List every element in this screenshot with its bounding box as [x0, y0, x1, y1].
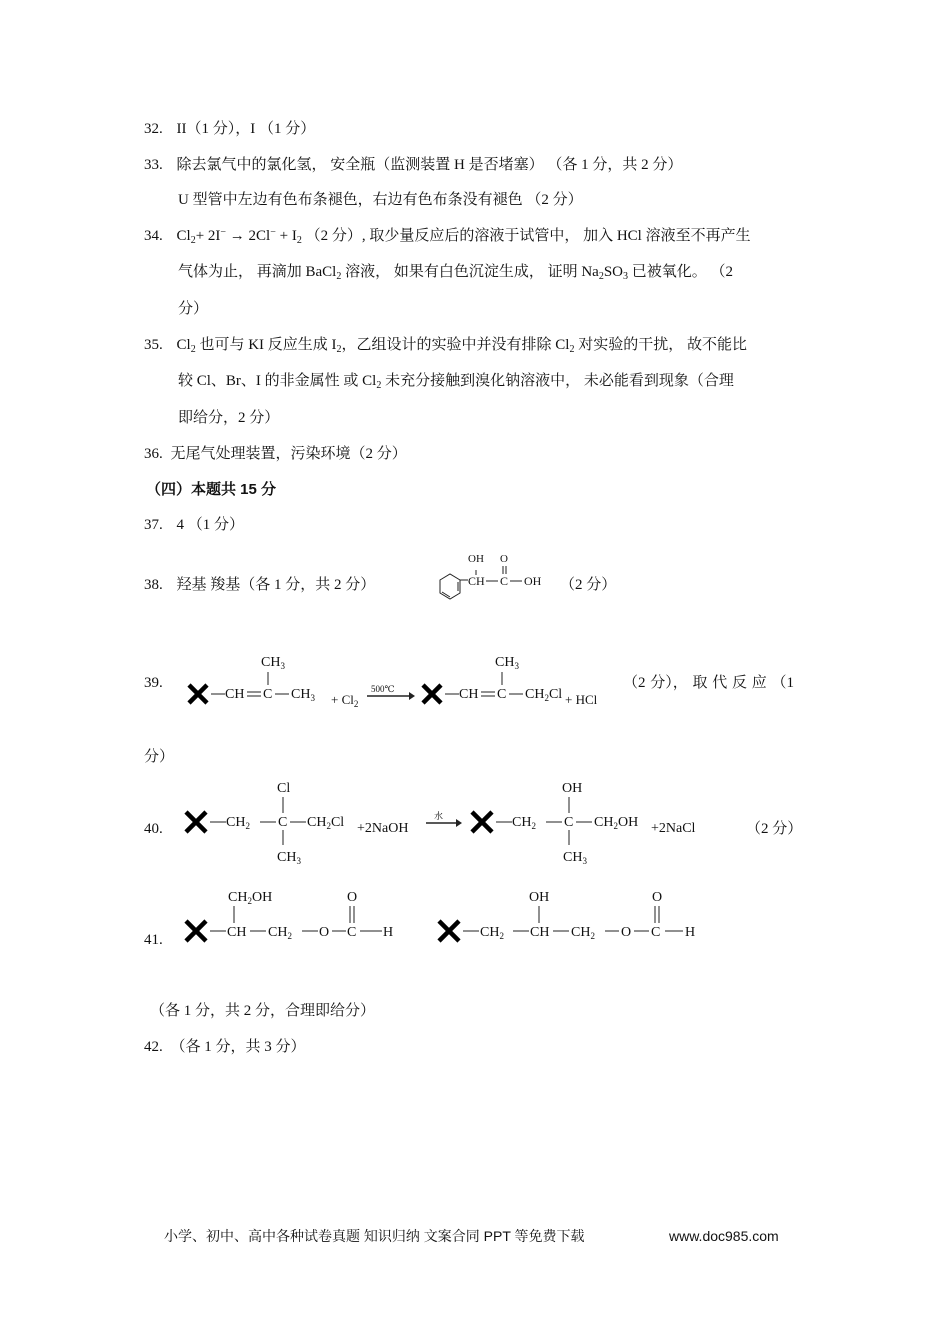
q32-answer: II（1 分），I （1 分）: [176, 121, 316, 137]
svg-text:CH2: $CH_2$: [571, 925, 595, 941]
svg-text:CH2Cl: $CH_2Cl$: [307, 815, 345, 831]
q42-number: 42.: [144, 1039, 163, 1055]
q34-answer-1: （2 分）, 取少量反应后的溶液于试管中， 加入 HCl 溶液至不再产生: [301, 228, 751, 244]
svg-text:+ HCl: + HCl: [565, 692, 598, 707]
q42-answer: （各 1 分，共 3 分）: [170, 1039, 306, 1055]
q32-number: 32.: [144, 121, 163, 137]
svg-text:CH2OH: $CH_2OH$: [594, 815, 639, 831]
q33-line2: U 型管中左边有色布条褪色，右边有色布条没有褪色 （2 分）: [178, 192, 583, 208]
svg-text:CH2OH: $CH_2OH$: [228, 890, 273, 906]
svg-text:OH: OH: [562, 781, 583, 796]
q38-answer: 羟基 羧基（各 1 分，共 2 分）: [176, 577, 376, 593]
svg-text:+2NaCl: +2NaCl: [651, 821, 696, 836]
svg-text:O: O: [621, 925, 632, 940]
q34-line2: 气体为止， 再滴加 BaCl$_2$ 溶液， 如果有白色沉淀生成， 证明 $Na_2SO_3$ 已被氧化。 （2: [178, 264, 734, 282]
svg-text:CH: CH: [459, 687, 479, 702]
svg-text:CH2: $CH_2$: [480, 925, 504, 941]
q37-line: [144, 515, 244, 535]
svg-text:CH3: $CH_3$: [261, 655, 285, 671]
q40-score: （2 分）: [746, 821, 803, 837]
q33-answer-1: 除去氯气中的氯化氢， 安全瓶（监测装置 H 是否堵塞） （各 1 分，共 2 分）: [176, 157, 683, 173]
svg-text:C: C: [278, 815, 288, 830]
q37-number: 37.: [144, 517, 163, 533]
q32-line: [144, 119, 315, 139]
q42-line: [144, 1037, 306, 1057]
svg-text:CH: CH: [225, 687, 245, 702]
svg-text:CH2Cl: $CH_2Cl$: [525, 687, 563, 703]
q35-line1: 35. $Cl_2$ 也可与 KI 反应生成 $I_2$，乙组设计的实验中并没有排除 $Cl_2$ 对实验的干扰， 故不能比: [144, 337, 747, 355]
q36-line: [144, 444, 407, 464]
q34-equation: $Cl_2+ 2I^- \to 2Cl^- + I_2$: [176, 227, 302, 246]
q36-number: 36.: [144, 446, 163, 462]
ooh-label: OH: [524, 574, 542, 588]
q38-score: （2 分）: [560, 577, 617, 593]
q36-answer: 无尾气处理装置，污染环境（2 分）: [170, 446, 407, 462]
q41-structure-a: [180, 884, 410, 954]
footer-text: 小学、初中、高中各种试卷真题 知识归纳 文案合同 PPT 等免费下载: [164, 1228, 585, 1244]
svg-text:CH3: $CH_3$: [563, 850, 587, 866]
mandelic-acid-structure: [430, 548, 550, 608]
q39-score: （2 分）， 取 代 反 应 （1: [623, 675, 795, 691]
svg-text:C: C: [263, 687, 273, 702]
svg-text:+2NaOH: +2NaOH: [357, 821, 409, 836]
oh-label: OH: [468, 553, 484, 565]
q33-number: 33.: [144, 157, 163, 173]
svg-text:O: O: [319, 925, 330, 940]
svg-text:CH: CH: [530, 925, 550, 940]
q39-number: 39.: [144, 675, 163, 691]
q40-equation: [180, 775, 740, 870]
q38-line: [144, 575, 375, 595]
svg-text:H: H: [685, 925, 696, 940]
q34-line3: 分）: [178, 301, 209, 317]
q35-line3: 即给分，2 分）: [178, 410, 280, 426]
footer-url[interactable]: www.doc985.com: [669, 1228, 779, 1244]
svg-text:Cl: Cl: [277, 781, 291, 796]
o-label: O: [500, 553, 508, 565]
svg-text:C: C: [347, 925, 357, 940]
q37-answer: 4 （1 分）: [176, 517, 245, 533]
q39-equation: [185, 650, 625, 710]
svg-text:C: C: [651, 925, 661, 940]
svg-text:OH: OH: [529, 890, 550, 905]
svg-text:500℃: 500℃: [371, 684, 395, 694]
svg-text:+ Cl2: + $Cl_2$: [331, 692, 359, 709]
svg-text:O: O: [652, 890, 663, 905]
q41-number: 41.: [144, 932, 163, 948]
q38-number: 38.: [144, 577, 163, 593]
q39-score-cont: 分）: [144, 749, 175, 765]
q33-line1: [144, 155, 682, 175]
q35-number: 35.: [144, 337, 163, 353]
q34-number: 34.: [144, 228, 163, 244]
q35-line2: 较 Cl、Br、I 的非金属性 或 $Cl_2$ 未充分接触到溴化钠溶液中， 未必能看到现象（合理: [178, 373, 734, 391]
section-heading: （四）本题共 15 分: [146, 481, 277, 498]
svg-text:水: 水: [434, 811, 444, 821]
svg-text:CH2: $CH_2$: [226, 815, 250, 831]
svg-text:C: C: [564, 815, 574, 830]
svg-text:CH3: $CH_3$: [291, 687, 315, 703]
svg-text:CH2: $CH_2$: [268, 925, 292, 941]
svg-text:C: C: [497, 687, 507, 702]
q41-structure-b: [433, 884, 713, 954]
q40-number: 40.: [144, 821, 163, 837]
svg-text:H: H: [383, 925, 394, 940]
svg-text:O: O: [347, 890, 358, 905]
q41-score: （各 1 分，共 2 分，合理即给分）: [150, 1003, 376, 1019]
svg-text:CH3: $CH_3$: [277, 850, 301, 866]
svg-text:CH2: $CH_2$: [512, 815, 536, 831]
svg-text:CH: CH: [227, 925, 247, 940]
ch-label: CH: [468, 574, 485, 588]
q34-line1: [144, 226, 751, 246]
svg-text:CH3: $CH_3$: [495, 655, 519, 671]
c-label: C: [500, 574, 509, 588]
